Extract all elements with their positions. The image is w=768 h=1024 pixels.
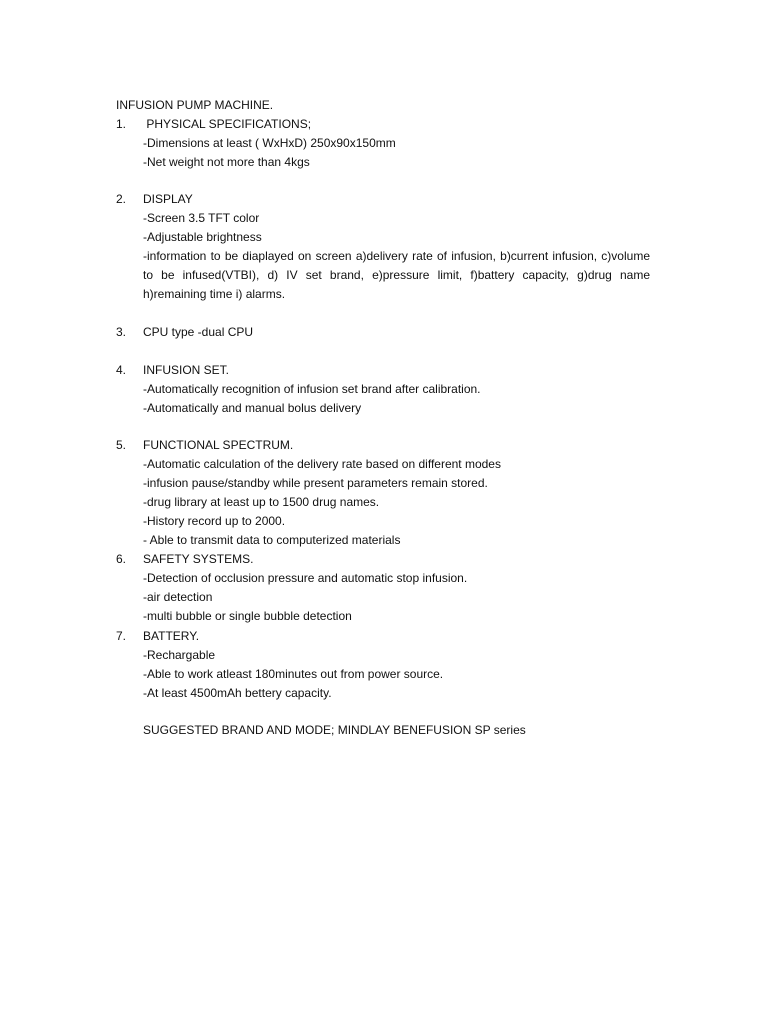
spec-item: - Able to transmit data to computerized materials [143, 533, 401, 547]
spec-item: -Adjustable brightness [143, 230, 262, 244]
section-row [116, 361, 656, 418]
section-body [143, 323, 656, 342]
spec-item: -Net weight not more than 4kgs [143, 155, 310, 169]
document-title: INFUSION PUMP MACHINE. [116, 98, 274, 112]
section-number: 4. [116, 363, 127, 377]
section-body [143, 361, 656, 418]
section-row [116, 323, 656, 342]
spec-item: -air detection [143, 590, 213, 604]
spec-item: -infusion pause/standby while present parameters remain stored. [143, 476, 488, 490]
section-cpu [116, 323, 656, 342]
section-row [116, 550, 656, 626]
section-body [143, 115, 656, 172]
spec-item: -At least 4500mAh bettery capacity. [143, 686, 332, 700]
section-battery [116, 627, 656, 703]
spec-item: -Dimensions at least ( WxHxD) 250x90x150mm [143, 136, 396, 150]
spec-item: -multi bubble or single bubble detection [143, 609, 352, 623]
section-infusion-set [116, 361, 656, 418]
spec-item: -Rechargable [143, 648, 216, 662]
section-row [116, 115, 656, 172]
spec-item: -Detection of occlusion pressure and automatic stop infusion. [143, 571, 468, 585]
section-body [143, 550, 656, 626]
section-body [143, 627, 656, 703]
section-heading: DISPLAY [143, 192, 193, 206]
section-safety-systems [116, 550, 656, 626]
section-display [116, 190, 656, 304]
section-heading: BATTERY. [143, 629, 200, 643]
section-number: 1. [116, 117, 127, 131]
section-number: 2. [116, 192, 127, 206]
section-number: 3. [116, 325, 127, 339]
spec-item: -Automatically and manual bolus delivery [143, 401, 362, 415]
section-heading: PHYSICAL SPECIFICATIONS; [143, 117, 312, 131]
section-row [116, 190, 656, 304]
section-physical-specifications [116, 115, 656, 172]
section-number: 6. [116, 552, 127, 566]
spec-item: -Able to work atleast 180minutes out from power source. [143, 667, 444, 681]
section-heading: FUNCTIONAL SPECTRUM. [143, 438, 294, 452]
section-row [116, 627, 656, 703]
spec-item: -drug library at least up to 1500 drug names. [143, 495, 380, 509]
spec-item: -Automatically recognition of infusion set brand after calibration. [143, 382, 481, 396]
section-number: 7. [116, 629, 127, 643]
section-row [116, 436, 656, 550]
spec-item: -Screen 3.5 TFT color [143, 211, 260, 225]
section-body [143, 190, 656, 304]
suggested-brand: SUGGESTED BRAND AND MODE; MINDLAY BENEFUSION SP series [143, 723, 526, 737]
section-heading: CPU type -dual CPU [143, 325, 254, 339]
section-heading: SAFETY SYSTEMS. [143, 552, 254, 566]
spec-item-paragraph: -information to be diaplayed on screen a)delivery rate of infusion, b)current infusion, c)volume to be infused(VTBI), d) IV set brand, e)pressure limit, f)battery capacity, g)drug name h)remaining time i) alarms. [143, 249, 650, 301]
section-number: 5. [116, 438, 127, 452]
section-body [143, 436, 656, 550]
spec-item: -History record up to 2000. [143, 514, 286, 528]
spec-item: -Automatic calculation of the delivery rate based on different modes [143, 457, 501, 471]
section-heading: INFUSION SET. [143, 363, 230, 377]
section-functional-spectrum [116, 436, 656, 550]
